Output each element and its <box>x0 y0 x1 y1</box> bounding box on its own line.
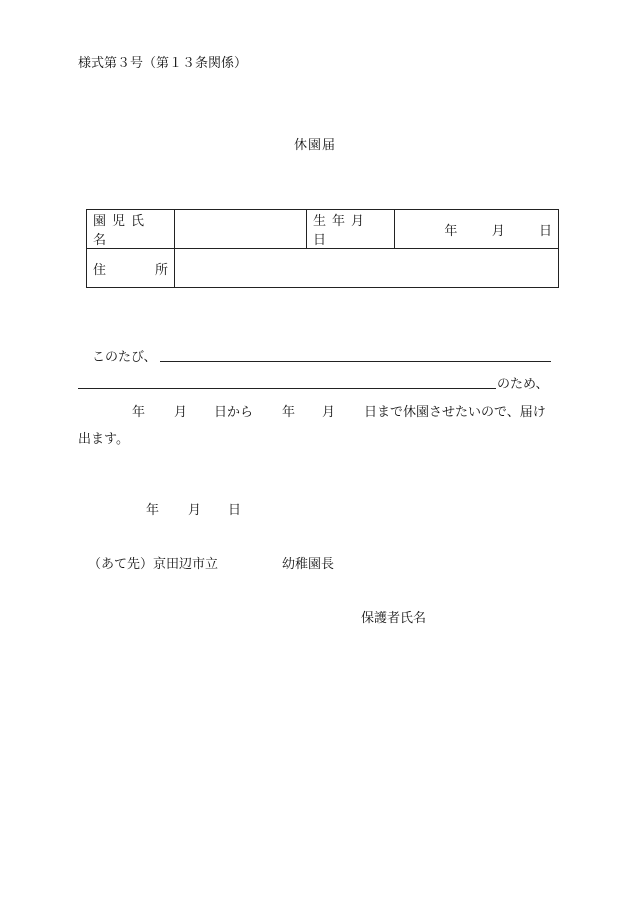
birthdate-month: 月 <box>491 223 505 239</box>
reason-suffix: のため、 <box>497 377 549 392</box>
form-number: 様式第３号（第１３条関係） <box>78 56 248 71</box>
to-month: 月 <box>322 405 336 420</box>
birthdate-field[interactable] <box>395 210 559 249</box>
table-row <box>87 210 559 249</box>
reason-line-2[interactable] <box>78 388 496 389</box>
from-day: 日から <box>214 405 254 420</box>
from-month: 月 <box>174 405 188 420</box>
date-month: 月 <box>188 503 202 518</box>
document-title: 休園届 <box>293 138 336 153</box>
birthdate-label: 生年月日 <box>307 210 395 249</box>
from-year: 年 <box>132 405 146 420</box>
body-closing: 出ます。 <box>78 432 129 447</box>
birthdate-year: 年 <box>444 223 458 239</box>
addressee-suffix: 幼稚園長 <box>282 557 335 572</box>
to-year: 年 <box>282 405 296 420</box>
address-field[interactable] <box>175 249 559 288</box>
table-row <box>87 249 559 288</box>
guardian-name-label: 保護者氏名 <box>361 611 427 626</box>
date-year: 年 <box>146 503 160 518</box>
addressee-prefix: （あて先）京田辺市立 <box>88 557 219 572</box>
address-label: 住 所 <box>87 249 175 288</box>
reason-line-1[interactable] <box>160 361 551 362</box>
child-name-label: 園児氏名 <box>87 210 175 249</box>
body-intro: このたび、 <box>92 350 157 365</box>
info-table <box>86 209 559 288</box>
child-name-field[interactable] <box>175 210 307 249</box>
birthdate-day: 日 <box>538 223 552 239</box>
to-day: 日まで休園させたいので、届け <box>364 405 546 420</box>
date-day: 日 <box>228 503 242 518</box>
